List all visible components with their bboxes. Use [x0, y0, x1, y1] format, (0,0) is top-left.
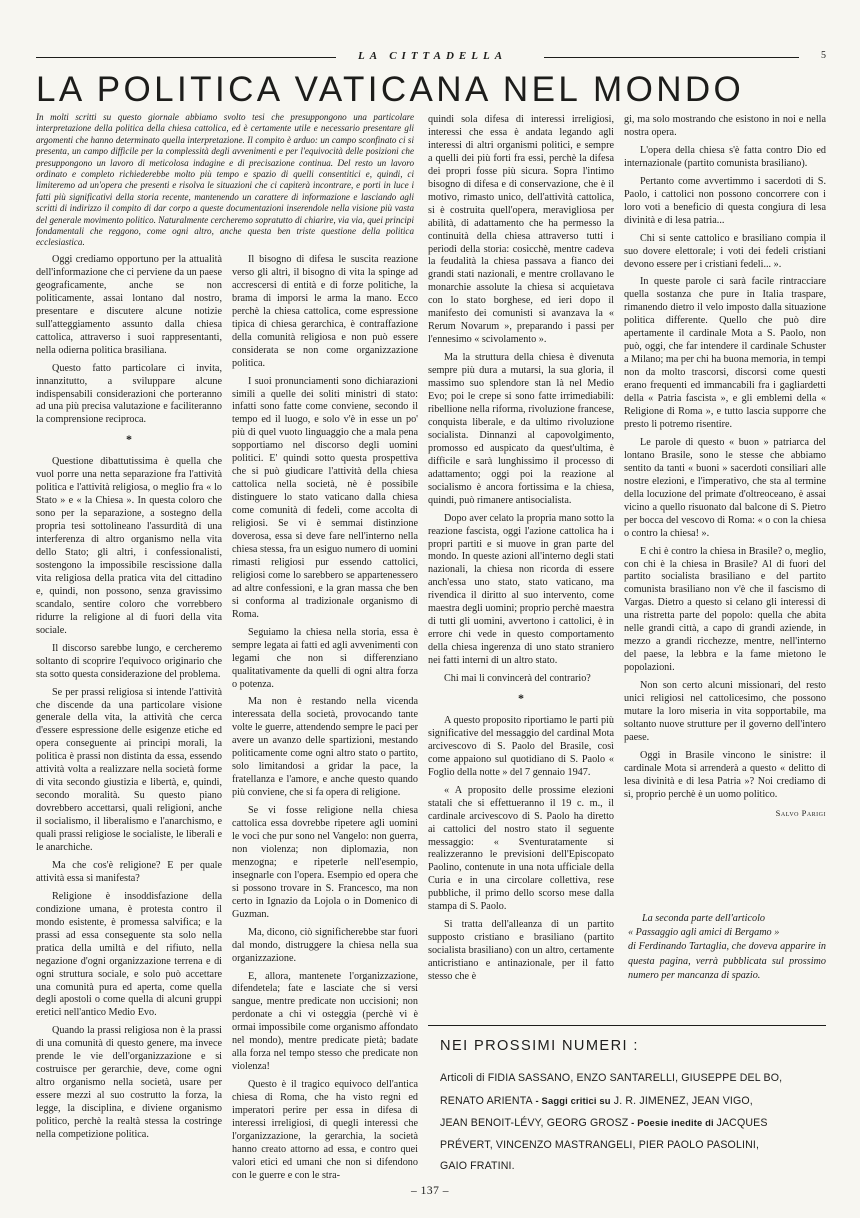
text-column-4 — [624, 114, 826, 894]
paragraph: Il bisogno di difesa le suscita reazione verso gli altri, il bisogno di vita la spinge ad accrescersi di entità e di forze politiche, la brama di imporsi le arma la mano. Ecco perchè la chiesa cattolica, come espressione tipica di chiesa gerarchica, è contraffazione della comunità religiosa e non può essere considerata se non come organizzazione politica. — [232, 254, 418, 369]
paragraph: Dopo aver celato la propria mano sotto la reazione fascista, oggi l'azione cattolica ha i propri partiti e si muove in gran parte del mondo. In queste azioni all'interno degli stati nazionali, la chiesa non ricorda di essere anch'essa uno stato, stato vaticano, ma rivendica il diritto al suo intervento, come maestra degli uomini; proprio perchè maestra di tutti gli uomini, avvertono i cattolici, è in errore chi vede in questo comportamento della chiesa ingerenza di uno stato straniero nei fatti interni di un altro stato. — [428, 512, 614, 667]
upcoming-line — [440, 1112, 826, 1135]
upcoming-issues-box — [440, 1038, 826, 1178]
upcoming-line: PRÉVERT, VINCENZO MASTRANGELI, PIER PAOLO PASOLINI, — [440, 1138, 760, 1151]
paragraph: Oggi in Brasile vincono le sinistre: il cardinale Mota si arrenderà a questo « delitto di lesa divinità e di lesa Patria »? Noi crediamo di sì, proprio perchè è un uomo politico. — [624, 749, 826, 800]
upcoming-name: J. R. JIMENEZ, JEAN VIGO, — [610, 1094, 753, 1107]
paragraph: Chi si sente cattolico e brasiliano compia il suo dovere elettorale; i voti dei fedeli cristiani devono essere per i cristiani fedeli... ». — [624, 232, 826, 270]
paragraph: Le parole di questo « buon » patriarca del lontano Brasile, sono le stesse che abbiamo sentito da tanti « buoni » sacerdoti consiliari alle nostre elezioni, e l'imperativo, che sta al termine della locuzione del primate d'oltreoceano, è assai vicino a quello risuonato dal balcone di S. Pietro per bocca del vescovo di Roma: « o con la chiesa o contro la chiesa! ». — [624, 436, 826, 539]
paragraph: Ma che cos'è religione? E per quale attività essa si manifesta? — [36, 859, 222, 884]
notice-line: « Passaggio agli amici di Bergamo » — [628, 927, 780, 939]
paragraph: Pertanto come avvertimmo i sacerdoti di S. Paolo, i cattolici non possono concorrere con i loro voti a beneficio di questa congiura di lesa divinità e di lesa patria... — [624, 175, 826, 226]
box-divider — [428, 1025, 826, 1026]
text-column-3 — [428, 114, 614, 983]
paragraph: Quando la prassi religiosa non è la prassi di una comunità di questo genere, ma invece prende le vie dell'organizzazione e si costruisce per gerarchie, deve, come ogni altro organismo nella società, usare per essere mezzi al suo costrutto la forza, la legge, la disciplina, e diviene organismo politico, perchè la realtà stessa la costringe nella competizione politica. — [36, 1025, 222, 1140]
upcoming-name: JEAN BENOIT-LÉVY, GEORG GROSZ — [440, 1117, 629, 1129]
section-separator: * — [518, 690, 524, 705]
paragraph: Ma, dicono, ciò significherebbe star fuori dal mondo, distruggere la chiesa nella sua organizzazione. — [232, 926, 418, 964]
paragraph: Ma la struttura della chiesa è divenuta sempre più dura a mutarsi, la sua gloria, il massimo suo splendore stan là nel Medio Evo; poi le crepe si sono fatte irrimediabili: ribellione nella riforma, rivoluzione francese, conquista liberale, e da ultimo rivoluzione socialista. Dinnanzi al capovolgimento, promosso ed auspicato da quest'ultima, è difficile e sarà lunghissimo il processo di adattamento; oggi poi la reazione al socialismo è ancora fortissima e la chiesa, quindi, può rimanere antisocialista. — [428, 352, 614, 506]
upcoming-name: JACQUES — [716, 1117, 768, 1129]
upcoming-label: - Poesie inedite di — [628, 1117, 717, 1128]
paragraph: Religione è insoddisfazione della condizione umana, è protesta contro il mondo esistente, è promessa salvifica; e la prassi ad essa conseguente sta solo nella pratica della umiltà e del rifiuto, nella negazione d'ogni organizzazione terrena e di ogni struttura sociale, e solo può accettare una comunità pura ed aperta, come quella degli apostoli o come quella di alcuni gruppi eretici nell'antico Medio Evo. — [36, 890, 222, 1019]
paragraph: Oggi crediamo opportuno per la attualità dell'informazione che ci perviene da un paese geograficamente, anche se non politicamente, assai lontano dal nostro, presentare e discutere alcune notizie sull'atteggiamento assunto dalla chiesa cattolica, attraverso i suoi rappresentanti, nella odierna politica brasiliana. — [36, 254, 222, 356]
paragraph: quindi sola difesa di interessi irreligiosi, interessi che essa è andata legando agli interessi di altri organismi politici, e sempre a quelli dei più forti fra essi, perchè la difesa dei propri fosse più sicura. Sopra l'intimo bisogno di difesa e di conservazione, che è il motivo, rimasto unico, dell'attività cattolica, si è costruita quell'opera, meravigliosa per abilità, di adattamento che ha permesso la continuità della chiesa attraverso tutti i periodi della storia: cosicchè, mentre cadeva la feudalità la chiesa passava a fianco dei grandi stati nazionali, e mentre crollavano le monarchie assolute la chiesa si acquietava con lo stato borghese, ed ieri dopo il manifesto dei comunisti si avanzava la « Rerum Novarum », preparando i passi per l'ennesimo « scivolamento ». — [428, 114, 614, 346]
paragraph: E, allora, mantenete l'organizzazione, difendetela; fate e lasciate che si versi sangue, mentre predicate non uccisioni; non perdonate a chi vi osteggia (perchè vi è ormai impossibile come organismo affondato nel mondo), mentre predicate pietà; badate alla forza nel tempo stesso che predicate non violenza! — [232, 970, 418, 1073]
upcoming-name: RENATO ARIENTA — [440, 1094, 533, 1107]
paragraph: Questione dibattutissima è quella che vuol porre una netta separazione fra l'attività politica e l'attività religiosa, o meglio fra « lo Stato » e « la Chiesa ». In questa coloro che sono per la separazione, a sostegno della propria tesi sottolineano l'assurdità di una interferenza di altro organismo nella vita dello Stato; gli altri, i confessionalisti, sostengono la impossibile rescissione dalla vita religiosa della pratica vita del cittadino e, quindi, non possono, senza gravissimo scandalo, sentire coloro che vorrebbero ridurre la religione al di fuori della vita sociale. — [36, 456, 222, 636]
page-number: 5 — [821, 50, 826, 61]
notice-line: La seconda parte dell'articolo — [642, 913, 766, 924]
running-head — [36, 50, 826, 64]
upcoming-label: su — [599, 1094, 611, 1106]
paragraph: Questo fatto particolare ci invita, innanzitutto, a sviluppare alcune indispensabili considerazioni che porteranno ad una più precisa valutazione e faciliteranno la comprensione reciproca. — [36, 362, 222, 426]
paragraph: A questo proposito riportiamo le parti più significative del messaggio del cardinal Mota arcivescovo di S. Paolo del Brasile, così come appaiono sul quotidiano di S. Paolo « Foglio della notte » del 7 gennaio 1947. — [428, 714, 614, 778]
paragraph: « A proposito delle prossime elezioni statali che si effettueranno il 19 c. m., il cardinale arcivescovo di S. Paolo ha diretto ai cattolici del nostro stato il seguente messaggio: « Sventuratamente si realizzeranno le previsioni dell'Episcopato Paolino, contenute in una nota ufficiale della Curia e in una circolare collettiva, rese pubbliche, il primo dello scorso mese dalla stampa di S. Paolo. — [428, 784, 614, 913]
paragraph: Se per prassi religiosa si intende l'attività che discende da una particolare visione generale della vita, la attività che cerca d'essere espressione delle esigenze etiche ed opera conseguente ai principi morali, la politica è prassi non distinta da essa, essendo attività volta a realizzare nella società forme di vita secondo giustizia e libertà, e, quindi, secondo moralità. Su questo piano dovrebbero accettarsi, quali religioni, anche il socialismo, il liberalismo e l'anarchismo, e quali prassi religiose le socialiste, le liberali e le anarchiche. — [36, 686, 222, 853]
upcoming-line: Articoli di FIDIA SASSANO, ENZO SANTARELLI, GIUSEPPE DEL BO, — [440, 1072, 783, 1084]
paragraph: Chi mai li convincerà del contrario? — [444, 673, 591, 685]
paragraph: Se vi fosse religione nella chiesa cattolica essa dovrebbe ripetere agli uomini le voci che pur sono nel Vangelo: non guerra, non violenza; non diplomazia, non menzogna; e ripeterle nell'esempio, insegnarle con l'opera. Esempio ed opera che si possono trovare in S. Francesco, ma non certo in Ignazio da Lojola o in Domenico di Guzman. — [232, 805, 418, 920]
section-separator: * — [126, 432, 132, 447]
paragraph: In queste parole ci sarà facile rintracciare quella sostanza che pure in Italia traspare, rimanendo dietro il velo imposto dalla situazione politica differente. Quello che può dire apertamente il cardinale Mota a S. Paolo, non può, oggi, che far intendere il cardinale Schuster a Milano; ma per chi ha buona memoria, in tempi non da molto trascorsi, discorsi come questi erano frequenti ed immancabili fra i gagliardetti della « Patria fascista », e gli emblemi della « Religione di Roma », e tutto lascia supporre che presto li potremo risentire. — [624, 276, 826, 430]
paragraph: Questo è il tragico equivoco dell'antica chiesa di Roma, che ha visto regni ed imperatori perire per essa in difesa di interessi irreligiosi, di quegli interessi che l'organizzazione, la gerarchia, la società hanno creato attorno ad essa, e contro quei valori etici ed umani che non si difendono con le guerre e con le stra- — [232, 1079, 418, 1181]
paragraph: Si tratta dell'alleanza di un partito supposto cristiano e brasiliano (partito socialista brasiliano) con un altro, certamente anticristiano e antinazionale, per il fatto stesso che è — [428, 919, 614, 983]
paragraph: L'opera della chiesa s'è fatta contro Dio ed internazionale (partito comunista brasiliano). — [624, 144, 826, 169]
paragraph: Il discorso sarebbe lungo, e cercheremo soltanto di scoprire l'equivoco originario che sta sotto questa considerazione del problema. — [36, 642, 222, 680]
article-intro: In molti scritti su questo giornale abbiamo svolto tesi che presuppongono una particolare interpretazione della politica della chiesa cattolica, ed è certamente utile e necessario presentare gli argomenti che hanno determinato quella interpretazione. Il compito è arduo: un campo sconfinato ci si presenta, un campo difficile per la complessità degli avvenimenti e per l'equivocità delle posizioni che presuppongono un lavoro di meticolosa indagine e di precisazione continua. Del resto un lavoro ordinato e completo richiederebbe molto più tempo e spazio di quelli consentitici e, quindi, ci limiteremo ad un'opera che presenti e risolva le situazioni che ci capiterà incontrare, e porti in luce i fatti più significativi della storia recente, mantenendo un carattere di informazione e lasciando agli scritti di indirizzo il compito di dar corpo a queste documentazioni inserendole nella visione più vasta del generale movimento politico. Naturalmente cercheremo sopratutto di chiarire, via via, quei principi fondamentali che reggono, come ogni altro, anche questa ben triste questione della politica ecclesiastica. — [36, 112, 414, 248]
text-column-1 — [36, 254, 222, 1174]
paragraph: E chi è contro la chiesa in Brasile? o, meglio, con chi è la chiesa in Brasile? Al di fuori del partito socialista brasiliano e del partito comunista brasiliano non v'è che il fascismo di Vargas. Dietro a questo si celano gli interessi di una ristretta parte del popolo: quella che abita nelle grandi città, a capo di grandi aziende, in mezzo a grandi ricchezze, mentre, nell'interno del paese, la lebbra e la fame mietono le popolazioni. — [624, 545, 826, 674]
author-signature: Salvo Parigi — [775, 807, 826, 818]
paragraph: Ma non è restando nella vicenda interessata della società, provocando tante volte le guerre, attendendo sempre le paci per avere un avanzo delle spartizioni, mestando politicamente come ogni altro stato o partito, solo limitandosi a gridar la pace, la fratellanza e l'amore, e anche questo quando più conviene, che si fa opera di religione. — [232, 696, 418, 799]
notice-line: di Ferdinando Tartaglia, che doveva apparire in questa pagina, verrà pubblicata sul prossimo numero per mancanza di spazio. — [628, 941, 826, 981]
paragraph: I suoi pronunciamenti sono dichiarazioni simili a quelle dei soliti ministri di stato: infatti sono fatte come conviene, secondo il tempo ed il luogo, e solo v'è in esse un po' più di quel vuoto linguaggio che a mala pena sopportiamo nel discorso degli uomini politici. E' quindi sotto questa prospettiva che si può giudicare l'attività della chiesa cattolica nella società, nè è possibile distinguere lo stato vaticano dalla chiesa come comunità di fedeli, come accolta di religiosi. Se vi è semmai distinzione doverosa, essa si deve fare nell'interno nella chiesa stessa, fra un esiguo numero di uomini rimasti religiosi pur essendo cattolici, religiosi come lo sarebbero se appartenessero ad altre confessioni, e la gran massa che ben si conforma al tradizionale organismo di Roma. — [232, 375, 418, 620]
paragraph: gi, ma solo mostrando che esistono in noi e nella nostra opera. — [624, 114, 826, 138]
magazine-name: LA CITTADELLA — [358, 50, 508, 62]
upcoming-title: NEI PROSSIMI NUMERI : — [440, 1038, 639, 1054]
text-column-2 — [232, 254, 418, 1181]
upcoming-line: GAIO FRATINI. — [440, 1160, 515, 1172]
article-headline: LA POLITICA VATICANA NEL MONDO — [36, 70, 745, 109]
paragraph: Seguiamo la chiesa nella storia, essa è sempre legata ai fatti ed agli avvenimenti con legami che non si differenziano qualitativamente da quelli di ogni altra forza o potenza. — [232, 626, 418, 690]
folio-number: – 137 – — [411, 1185, 449, 1197]
running-head-rule-right — [544, 57, 799, 58]
upcoming-label: - Saggi critici — [532, 1094, 600, 1106]
paragraph: Non son certo alcuni missionari, del resto unici religiosi nel cattolicesimo, che possono mutare la loro miseria in vita sopportabile, ma soltanto nuove strutture per il governo dell'intero paese. — [624, 680, 826, 743]
upcoming-line — [440, 1090, 826, 1113]
running-head-rule-left — [36, 57, 336, 58]
next-part-notice — [628, 912, 826, 983]
